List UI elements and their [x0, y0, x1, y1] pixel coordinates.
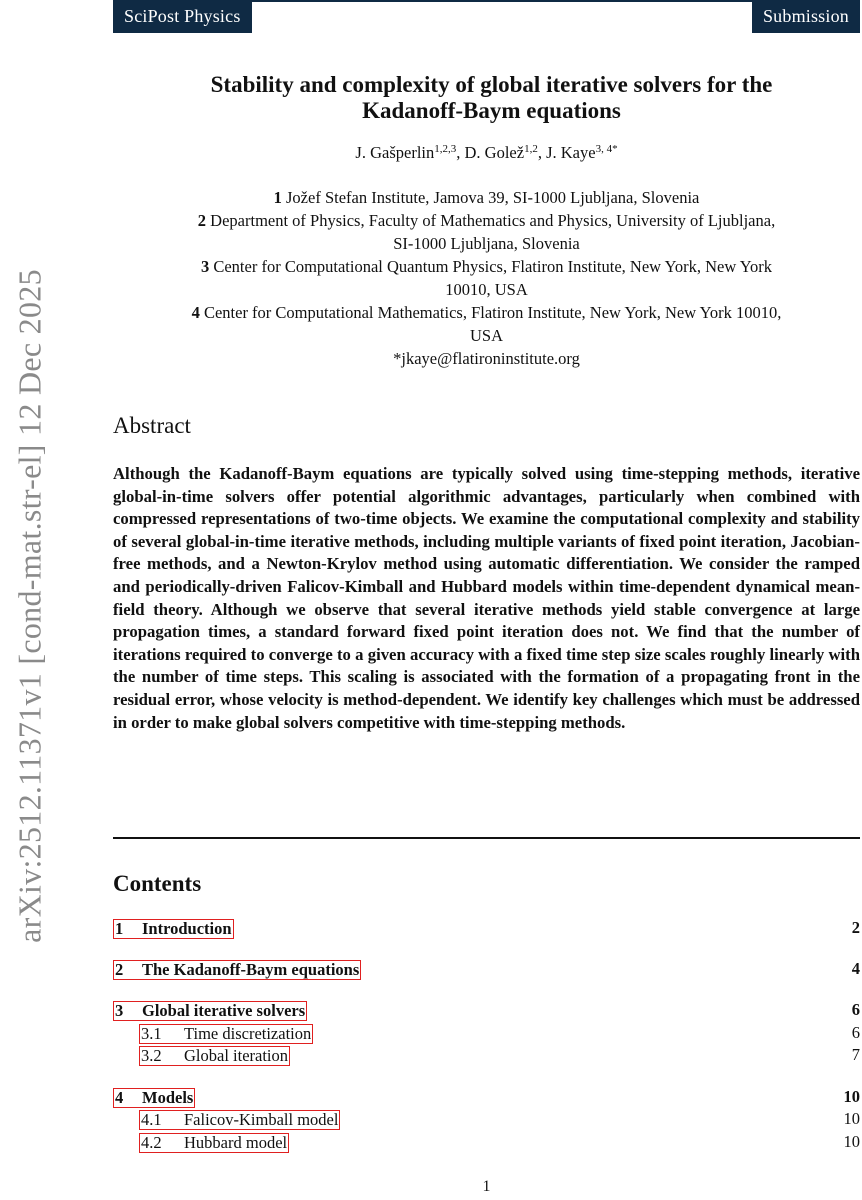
affiliation-number: 1 [273, 188, 282, 207]
toc-link-global-solvers[interactable] [113, 1001, 307, 1021]
affiliation-text: Center for Computational Mathematics, Flatiron Institute, New York, New York 10010, [203, 303, 782, 322]
title-line-1: Stability and complexity of global iterative solvers for the [210, 72, 773, 97]
author-affil-sup: 1,2,3 [434, 143, 457, 155]
author-affil-sup: 1,2 [524, 143, 538, 155]
toc-page: 7 [851, 1045, 860, 1064]
journal-header [113, 0, 860, 33]
toc-title: Hubbard model [184, 1133, 288, 1152]
affiliation-text: Center for Computational Quantum Physics, Flatiron Institute, New York, New York [213, 257, 773, 276]
toc-entry [113, 1024, 860, 1044]
toc-entry [113, 1046, 860, 1066]
toc-entry [113, 919, 860, 939]
toc-page: 4 [851, 959, 860, 978]
section-divider [113, 837, 860, 839]
page-number: 1 [482, 1178, 491, 1195]
affiliation-number: 4 [191, 303, 200, 322]
affiliation [113, 255, 860, 278]
toc-page: 10 [843, 1087, 860, 1106]
toc-entry [113, 1110, 860, 1130]
toc-title: The Kadanoff-Baym equations [142, 960, 360, 979]
toc-number: 1 [115, 919, 124, 938]
toc-page: 6 [851, 1000, 860, 1019]
toc-link-kadanoff-baym[interactable] [113, 960, 361, 980]
arxiv-stamp [0, 0, 60, 1200]
affiliation-number: 2 [197, 211, 207, 230]
toc-link-hubbard[interactable] [139, 1133, 289, 1153]
toc-title: Time discretization [184, 1024, 312, 1043]
author-name: D. Golež [464, 143, 525, 162]
toc-entry [113, 960, 860, 980]
submission-badge: Submission [752, 0, 860, 33]
toc-link-falicov-kimball[interactable] [139, 1110, 340, 1130]
affiliation [113, 186, 860, 209]
toc-title: Introduction [142, 919, 232, 938]
toc-entry [113, 1001, 860, 1021]
affiliation-list [113, 186, 860, 370]
toc-number: 3.2 [141, 1046, 162, 1065]
affiliation [113, 209, 860, 232]
toc-number: 3.1 [141, 1024, 162, 1043]
journal-badge: SciPost Physics [113, 0, 252, 33]
toc-entry [113, 1088, 860, 1108]
toc-page: 6 [851, 1023, 860, 1042]
affiliation-text: Jožef Stefan Institute, Jamova 39, SI-1000 Ljubljana, Slovenia [286, 188, 700, 207]
toc-title: Models [142, 1088, 194, 1107]
author-separator: , [537, 143, 547, 162]
affiliation-text: Department of Physics, Faculty of Mathematics and Physics, University of Ljubljana, [210, 211, 776, 230]
toc-link-global-iteration[interactable] [139, 1046, 290, 1066]
author-separator: , [456, 143, 465, 162]
toc-number: 4.2 [141, 1133, 162, 1152]
author-name: J. Kaye [546, 143, 596, 162]
toc-link-introduction[interactable] [113, 919, 234, 939]
title-line-2: Kadanoff-Baym equations [362, 98, 621, 123]
toc-link-time-discretization[interactable] [139, 1024, 313, 1044]
toc-title: Global iterative solvers [142, 1001, 306, 1020]
affiliation [113, 301, 860, 324]
affiliation-number: 3 [200, 257, 210, 276]
toc-number: 4 [115, 1088, 124, 1107]
toc-page: 10 [843, 1109, 860, 1128]
affiliation-continued: SI-1000 Ljubljana, Slovenia [393, 234, 580, 253]
abstract-heading: Abstract [113, 413, 191, 438]
toc-link-models[interactable] [113, 1088, 195, 1108]
toc-title: Falicov-Kimball model [184, 1110, 339, 1129]
contents-heading: Contents [113, 871, 202, 896]
toc-number: 3 [115, 1001, 124, 1020]
toc-number: 4.1 [141, 1110, 162, 1129]
toc-entry [113, 1133, 860, 1153]
author-affil-sup: 3, 4* [595, 143, 618, 155]
toc-number: 2 [115, 960, 124, 979]
corresponding-email: *jkaye@flatironinstitute.org [393, 349, 580, 368]
toc-page: 10 [843, 1132, 860, 1151]
paper-title [113, 72, 860, 124]
arxiv-id: arXiv:2512.11371v1 [cond-mat.str-el] 12 Dec 2025 [11, 269, 48, 943]
toc-title: Global iteration [184, 1046, 289, 1065]
affiliation-continued: 10010, USA [445, 280, 528, 299]
author-name: J. Gašperlin [355, 143, 435, 162]
abstract-text: Although the Kadanoff-Baym equations are typically solved using time-stepping methods, iterative global-in-time solvers offer potential algorithmic advantages, particularly when combined with compressed representations of two-time objects. We examine the computational complexity and stability of several global-in-time iterative methods, including multiple variants of fixed point iteration, Jacobian-free methods, and a Newton-Krylov method using automatic differentiation. We consider the ramped and periodically-driven Falicov-Kimball and Hubbard models within time-dependent dynamical mean-field theory. Although we observe that several iterative methods yield stable convergence at large propagation times, a standard forward fixed point iteration does not. We find that the number of iterations required to converge to a given accuracy with a fixed time step size scales roughly linearly with the number of time steps. This scaling is associated with the formation of a propagating front in the residual error, whose velocity is method-dependent. We identify key challenges which must be addressed in order to make global solvers competitive with time-stepping methods. [113, 464, 860, 732]
toc-page: 2 [851, 918, 860, 937]
author-list [113, 143, 860, 163]
affiliation-continued: USA [469, 326, 503, 345]
